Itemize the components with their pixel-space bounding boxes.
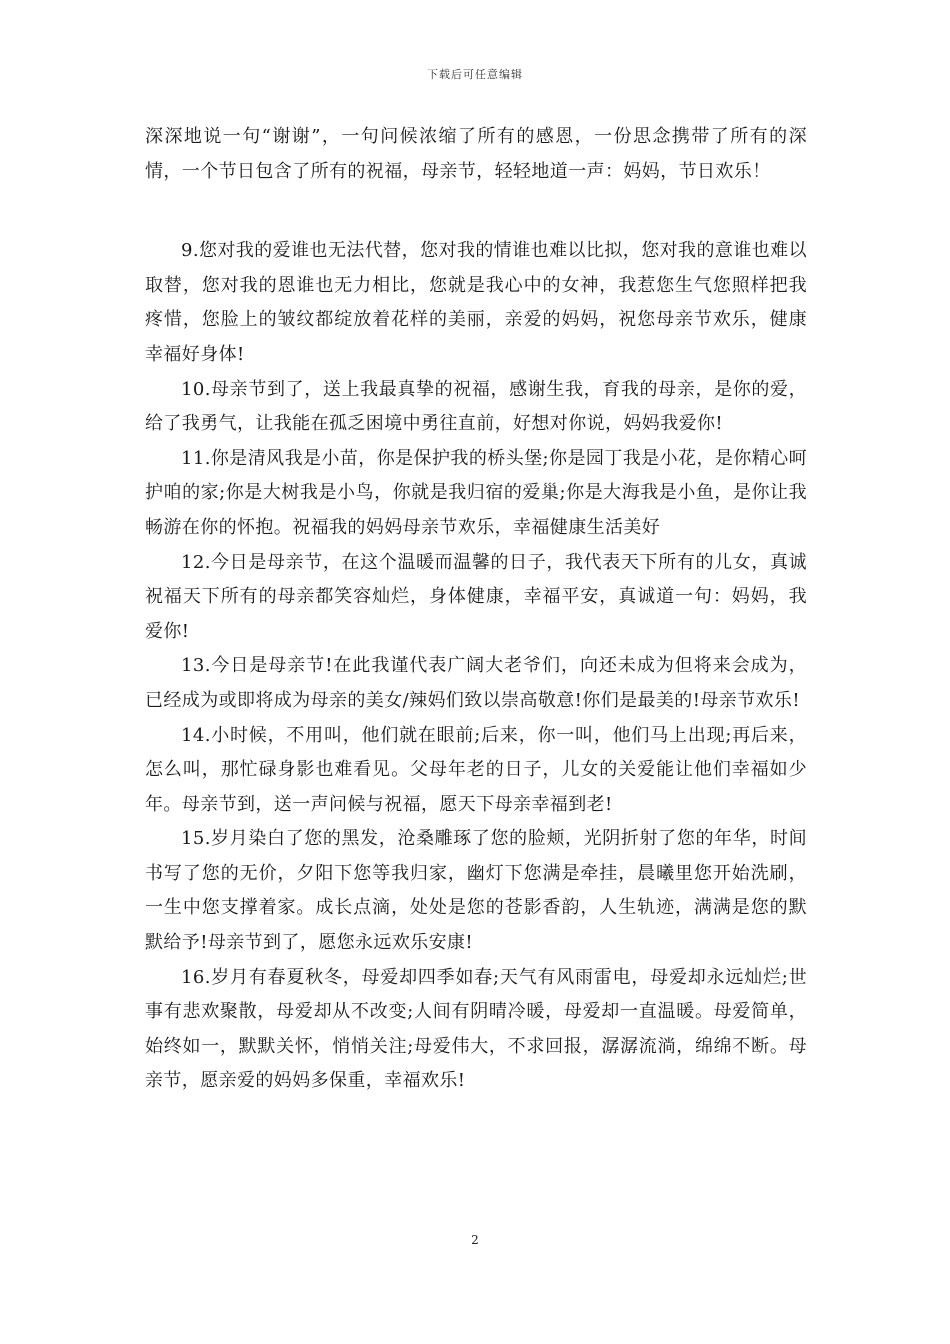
page-number: 2	[471, 1233, 479, 1247]
paragraph-continuation: 深深地说一句“谢谢”，一句问候浓缩了所有的感恩，一份思念携带了所有的深情，一个节日包含了所有的祝福，母亲节，轻轻地道一声：妈妈，节日欢乐！	[145, 126, 807, 182]
paragraph-item-13: 13.今日是母亲节!在此我谨代表广阔大老爷们，向还未成为但将来会成为，已经成为或即将成为母亲的美女/辣妈们致以崇高敬意!你们是最美的!母亲节欢乐!	[145, 655, 807, 711]
paragraph-item-9: 9.您对我的爱谁也无法代替，您对我的情谁也难以比拟，您对我的意谁也难以取替，您对我的恩谁也无力相比，您就是我心中的女神，我惹您生气您照样把我疼惜，您脸上的皱纹都绽放着花样的美丽，亲爱的妈妈，祝您母亲节欢乐，健康幸福好身体!	[145, 240, 807, 365]
paragraph-item-15: 15.岁月染白了您的黑发，沧桑雕琢了您的脸颊，光阴折射了您的年华，时间书写了您的无价，夕阳下您等我归家，幽灯下您满是牵挂，晨曦里您开始洗刷，一生中您支撑着家。成长点滴，处处是您的苍影香韵，人生轨迹，满满是您的默默给予!母亲节到了，愿您永远欢乐安康!	[145, 828, 807, 954]
paragraph-item-12: 12.今日是母亲节，在这个温暖而温馨的日子，我代表天下所有的儿女，真诚祝福天下所有的母亲都笑容灿烂，身体健康，幸福平安，真诚道一句：妈妈，我爱你!	[145, 551, 807, 642]
paragraph-item-16: 16.岁月有春夏秋冬，母爱却四季如春;天气有风雨雷电，母爱却永远灿烂;世事有悲欢聚散，母爱却从不改变;人间有阴晴冷暖，母爱却一直温暖。母爱简单，始终如一，默默关怀，悄悄关注;母爱伟大，不求回报，潺潺流淌，绵绵不断。母亲节，愿亲爱的妈妈多保重，幸福欢乐!	[145, 966, 807, 1092]
document-body	[145, 120, 807, 1099]
paragraph-item-14: 14.小时候，不用叫，他们就在眼前;后来，你一叫，他们马上出现;再后来，怎么叫，那忙碌身影也难看见。父母年老的日子，儿女的关爱能让他们幸福如少年。母亲节到，送一声问候与祝福，愿天下母亲幸福到老!	[145, 724, 807, 815]
paragraph-item-11: 11.你是清风我是小苗，你是保护我的桥头堡;你是园丁我是小花，是你精心呵护咱的家;你是大树我是小鸟，你就是我归宿的爱巢;你是大海我是小鱼，是你让我畅游在你的怀抱。祝福我的妈妈母亲节欢乐，幸福健康生活美好	[145, 447, 807, 538]
paragraph-item-10: 10.母亲节到了，送上我最真挚的祝福，感谢生我，育我的母亲，是你的爱，给了我勇气，让我能在孤乏困境中勇往直前，好想对你说，妈妈我爱你!	[145, 378, 807, 435]
page-header: 下载后可任意编辑	[427, 68, 523, 81]
